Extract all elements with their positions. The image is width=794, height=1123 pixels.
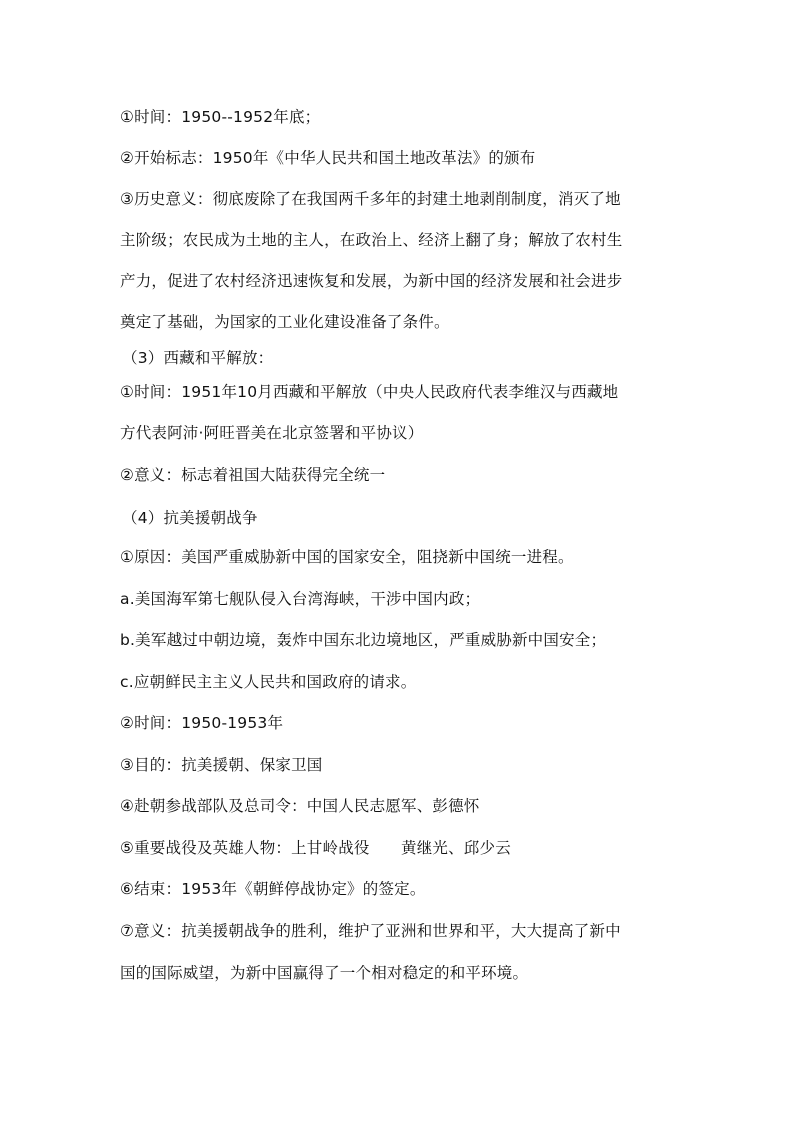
- text-line: ①时间：1950--1952年底；: [120, 108, 321, 126]
- text-line: ④赴朝参战部队及总司令：中国人民志愿军、彭德怀: [120, 797, 480, 815]
- text-line: 产力，促进了农村经济迅速恢复和发展，为新中国的经济发展和社会进步: [120, 272, 623, 290]
- text-line: ⑦意义：抗美援朝战争的胜利，维护了亚洲和世界和平，大大提高了新中: [120, 922, 621, 940]
- text-line: 主阶级；农民成为土地的主人，在政治上、经济上翻了身；解放了农村生: [120, 231, 623, 249]
- text-line: ①时间：1951年10月西藏和平解放（中央人民政府代表李维汉与西藏地: [120, 383, 619, 401]
- text-line: ⑤重要战役及英雄人物：上甘岭战役 黄继光、邱少云: [120, 839, 511, 857]
- text-line: ③历史意义：彻底废除了在我国两千多年的封建土地剥削制度，消灭了地: [120, 190, 621, 208]
- text-line: 奠定了基础，为国家的工业化建设准备了条件。: [120, 313, 450, 331]
- text-line: ②意义：标志着祖国大陆获得完全统一: [120, 466, 386, 484]
- text-line: ①原因：美国严重威胁新中国的国家安全，阻挠新中国统一进程。: [120, 548, 574, 566]
- text-line: 方代表阿沛·阿旺晋美在北京签署和平协议）: [120, 424, 424, 442]
- section-heading: （4）抗美援朝战争: [122, 509, 258, 527]
- text-line: ②开始标志：1950年《中华人民共和国土地改革法》的颁布: [120, 149, 536, 167]
- text-line: ③目的：抗美援朝、保家卫国: [120, 756, 323, 774]
- text-line: ⑥结束：1953年《朝鲜停战协定》的签定。: [120, 880, 426, 898]
- text-line: b.美军越过中朝边境，轰炸中国东北边境地区，严重威胁新中国安全；: [120, 631, 607, 649]
- section-heading: （3）西藏和平解放：: [122, 349, 274, 367]
- text-line: ②时间：1950-1953年: [120, 714, 284, 732]
- text-line: a.美国海军第七舰队侵入台湾海峡，干涉中国内政；: [120, 590, 481, 608]
- text-line: 国的国际威望，为新中国赢得了一个相对稳定的和平环境。: [120, 964, 529, 982]
- text-line: c.应朝鲜民主主义人民共和国政府的请求。: [120, 673, 417, 691]
